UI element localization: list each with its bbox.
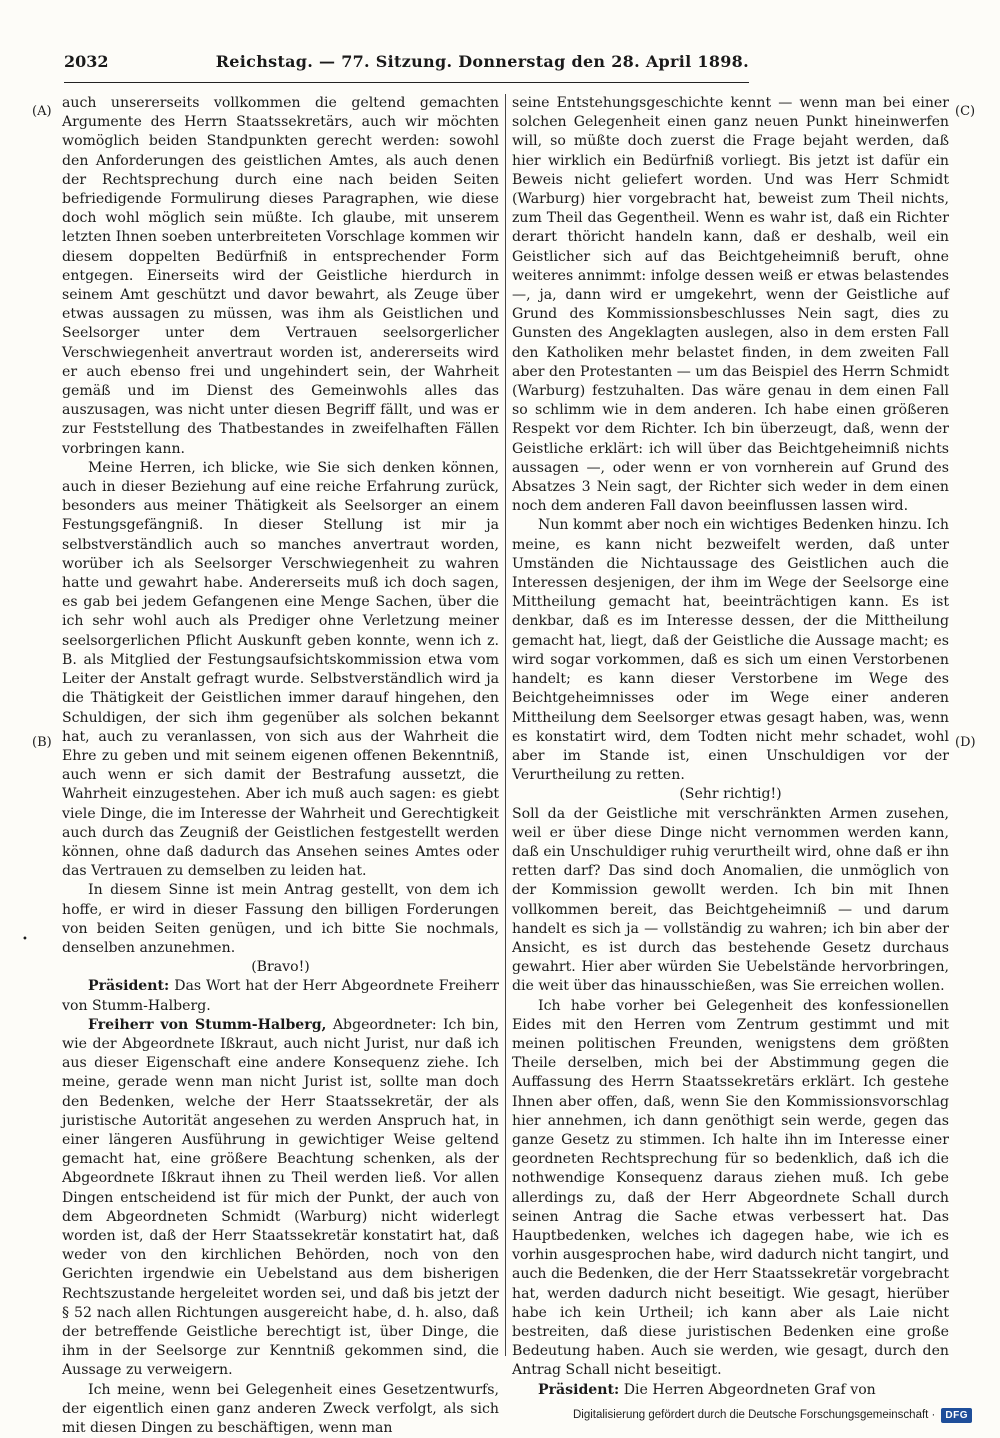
- paragraph: In diesem Sinne ist mein Antrag gestellt, von dem ich hoffe, er wird in dieser Fassung den billigen Forderungen von beiden Seiten genügen, und ich bitte Sie nochmals, denselben anzunehmen.: [62, 882, 499, 956]
- page-header: [64, 52, 749, 78]
- paragraph: Meine Herren, ich blicke, wie Sie sich denken können, auch in dieser Beziehung auf eine reiche Erfahrung zurück, besonders aus meiner Thätigkeit als Seelsorger an einem Festungsgefängniß. In dieser Stellung ist mir ja selbstverständlich auch so manches anvertraut worden, worüber ich als Seelsorger Verschwiegenheit zu wahren hatte und gewahrt habe. Andererseits muß ich doch sagen, es gab bei jedem Gefangenen eine Menge Sachen, über die ich sehr wohl auch als Prediger ohne Verletzung meiner seelsorgerlichen Pflicht Auskunft geben konnte, wenn ich z. B. als Mitglied der Festungsaufsichtskommission etwa vom Leiter der Anstalt gefragt wurde. Selbstverständlich wird ja die Thätigkeit der Geistlichen immer darauf hingehen, den Schuldigen, der sich ihm gegenüber als solchen bekannt hat, auch zu veranlassen, von sich aus der Wahrheit die Ehre zu geben und mit seinem eigenen offenen Bekenntniß, auch wenn er sich damit der Bestrafung aussetzt, die Wahrheit einzugestehen. Aber ich muß auch sagen: es giebt viele Dinge, die im Interesse der Wahrheit und Gerechtigkeit auch durch das Zeugniß der Geistlichen festgestellt werden können, ohne daß dadurch das Ansehen seines Amtes oder das Vertrauen zu demselben zu leiden hat.: [62, 459, 499, 880]
- margin-marker-c: (C): [955, 104, 976, 119]
- running-title: Reichstag. — 77. Sitzung. Donnerstag den 28. April 1898.: [215, 52, 749, 71]
- speaker-name: Präsident:: [538, 1381, 620, 1398]
- digitization-footer: [573, 1404, 972, 1426]
- dfg-logo: DFG: [941, 1408, 972, 1423]
- paragraph: Ich meine, wenn bei Gelegenheit eines Gesetzentwurfs, der eigentlich einen ganz anderen Zweck verfolgt, als sich mit diesen Dingen zu beschäftigen, wenn man: [62, 1381, 499, 1437]
- margin-marker-b: (B): [32, 735, 52, 750]
- margin-marker-d: (D): [955, 735, 976, 750]
- interjection-sehr-richtig: (Sehr richtig!): [679, 786, 782, 803]
- speech-text: Die Herren Abgeordneten Graf von: [623, 1381, 876, 1398]
- paragraph: Nun kommt aber noch ein wichtiges Bedenken hinzu. Ich meine, es kann nicht bezweifelt werden, daß unter Umständen die Nichtaussage des Geistlichen auch die Interessen desjenigen, der ihm im Wege der Seelsorge eine Mittheilung gemacht hat, beeinträchtigen kann. Es ist denkbar, daß es im Interesse dessen, der die Mittheilung gemacht hat, liegt, daß der Geistliche die Aussage macht; es wird sogar vorkommen, daß es sich um einen Verstorbenen handelt; es kann dieser Verstorbene im Wege des Beichtgeheimnisses oder im Wege einer anderen Mittheilung dem Seelsorger etwas gesagt haben, was, wenn es konstatirt wird, dem Todten nicht mehr schadet, wohl aber im Stande ist, einen Unschuldigen vor der Verurtheilung zu retten.: [512, 517, 949, 784]
- paragraph: auch unsererseits vollkommen die geltend gemachten Argumente des Herrn Staatssekretärs, auch wir möchten womöglich beiden Standpunkten gerecht werden: sowohl den Anforderungen des geistlichen Amtes, als auch denen der Rechtsprechung durch eine nach beiden Seiten befriedigende Formulirung dieses Paragraphen, wie diese doch wohl möglich sein müßte. Ich glaube, mit unserem letzten Ihnen soeben unterbreiteten Vorschlage kommen wir diesem doppelten Bedürfniß in entsprechender Form entgegen. Einerseits wird der Geistliche hierdurch in seinem Amt geschützt und davor bewahrt, als Zeuge über etwas aussagen zu müssen, was ihm als Geistlichen und Seelsorger unter dem Vertrauen seelsorgerlicher Verschwiegenheit anvertraut worden ist, andererseits wird er auch ebenso frei und ungehindert sein, der Wahrheit gemäß und im Dienst des Gemeinwohls alles das auszusagen, was nicht unter diesen Begriff fällt, und was er zur Feststellung des Thatbestandes in zweifelhaften Fällen vorbringen kann.: [62, 95, 499, 457]
- paragraph: Soll da der Geistliche mit verschränkten Armen zusehen, weil er über diese Dinge nicht vernommen werden kann, daß ein Unschuldiger ruhig verurtheilt wird, ohne daß er ihn retten darf? Das sind doch Anomalien, die unmöglich von der Kommission gewollt werden. Ich bin mit Ihnen vollkommen bereit, das Beichtgeheimniß — und darum handelt es sich ja — vollständig zu wahren; ich bin aber der Ansicht, es ist durch das bestehende Gesetz durchaus gewahrt. Hier aber würden Sie Uebelstände hervorbringen, die weit über das hinausschießen, was Sie erreichen wollen.: [512, 805, 949, 995]
- interjection-bravo: (Bravo!): [251, 959, 310, 976]
- margin-marker-a: (A): [32, 104, 52, 119]
- speaker-name: Freiherr von Stumm-Halberg,: [88, 1016, 327, 1033]
- paragraph: seine Entstehungsgeschichte kennt — wenn man bei einer solchen Gelegenheit einen ganz neuen Punkt hineinwerfen will, so müßte doch zuerst die Frage bejaht werden, daß hier wirklich ein Bedürfniß vorliegt. Bis jetzt ist dafür ein Beweis nicht geliefert worden. Und was Herr Schmidt (Warburg) hier vorgebracht hat, beweist zum Theil nichts, zum Theil das Gegentheil. Wenn es wahr ist, daß ein Richter derart thöricht handeln kann, daß er deshalb, weil ein Geistlicher sich auf das Beichtgeheimniß beruft, ohne weiteres annimmt: infolge dessen weiß er etwas belastendes —, ja, dann wird er umgekehrt, wenn der Geistliche auf Grund des Kommissionsbeschlusses Nein sagt, dies zu Gunsten des Angeklagten auslegen, also in dem ersten Fall den Katholiken mehr belastet finden, in dem zweiten Fall aber den Protestanten — um das Beispiel des Herrn Schmidt (Warburg) festzuhalten. Das wäre genau in dem einen Fall so schlimm wie in dem anderen. Ich habe einen größeren Respekt vor dem Richter. Ich bin überzeugt, daß, wenn der Geistliche erklärt: ich will über das Beichtgeheimniß nichts aussagen —, oder wenn er von vornherein auf Grund des Absatzes 3 Nein sagt, der Richter sich weder in dem einen noch dem anderen Fall davon beeinflussen lassen wird.: [512, 95, 949, 515]
- footer-text: Digitalisierung gefördert durch die Deutsche Forschungsgemeinschaft ·: [572, 1409, 936, 1421]
- header-rule: [64, 82, 749, 83]
- paragraph: [512, 1381, 949, 1400]
- paragraph: [62, 1016, 499, 1381]
- column-divider: [505, 94, 506, 1356]
- speaker-name: Präsident:: [88, 978, 170, 995]
- page-number: 2032: [64, 52, 109, 71]
- paragraph: [62, 977, 499, 1015]
- right-column: [512, 94, 949, 1398]
- speech-text: Das Wort hat der Herr Abgeordnete Freiherr von Stumm-Halberg.: [62, 978, 499, 1014]
- margin-bullet: •: [22, 934, 28, 945]
- speech-text: Abgeordneter: Ich bin, wie der Abgeordnete Ißkraut, auch nicht Jurist, nur daß ich aus dieser Eigenschaft eine andere Konsequenz ziehe. Ich meine, gerade wenn man nicht Jurist ist, sollte man doch den Bedenken, welche der Herr Staatssekretär, der als juristische Autorität angesehen zu werden Anspruch hat, in einer längeren Ausführung in gewichtiger Weise geltend gemacht hat, eine größere Beachtung schenken, als der Abgeordnete Ißkraut ihnen zu Theil werden ließ. Vor allen Dingen entscheidend ist für mich der Punkt, der auch von dem Abgeordneten Schmidt (Warburg) nicht widerlegt worden ist, daß der Herr Staatssekretär konstatirt hat, daß weder von den kirchlichen Behörden, noch von den Gerichten irgendwie ein Uebelstand aus dem bisherigen Rechtszustande hergeleitet worden sei, und daß bis jetzt der § 52 nach allen Richtungen ausgereicht habe, d. h. also, daß der betreffende Geistliche berechtigt ist, über Dinge, die ihm in der Seelsorge zur Kenntniß gekommen sind, die Aussage zu verweigern.: [62, 1016, 499, 1379]
- left-column: [62, 94, 499, 1437]
- paragraph: Ich habe vorher bei Gelegenheit des konfessionellen Eides mit den Herren vom Zentrum gestimmt und mit meinen politischen Freunden, wenigstens dem größten Theile derselben, mich bei der Abstimmung gegen die Auffassung des Herrn Staatssekretärs erklärt. Ich gestehe Ihnen aber offen, daß, wenn Sie den Kommissionsvorschlag hier annehmen, ich dann genöthigt sein werde, gegen das ganze Gesetz zu stimmen. Ich halte ihn im Interesse einer geordneten Rechtsprechung für so bedenklich, daß ich die nothwendige Konsequenz daraus ziehen muß. Ich gebe allerdings zu, daß der Herr Abgeordnete Schall durch seinen Antrag die Sache etwas verbessert hat. Das Hauptbedenken, welches ich dagegen habe, wie ich es vorhin ausgesprochen habe, wird dadurch nicht tangirt, und auch die Bedenken, die der Herr Staatssekretär vorgebracht hat, werden dadurch nicht beseitigt. Wie gesagt, hierüber habe ich kein Urtheil; ich kann aber als Laie nicht bestreiten, daß diese juristischen Bedenken eine große Bedeutung haben. Auch sie werden, wie gesagt, durch den Antrag Schall nicht beseitigt.: [512, 997, 949, 1379]
